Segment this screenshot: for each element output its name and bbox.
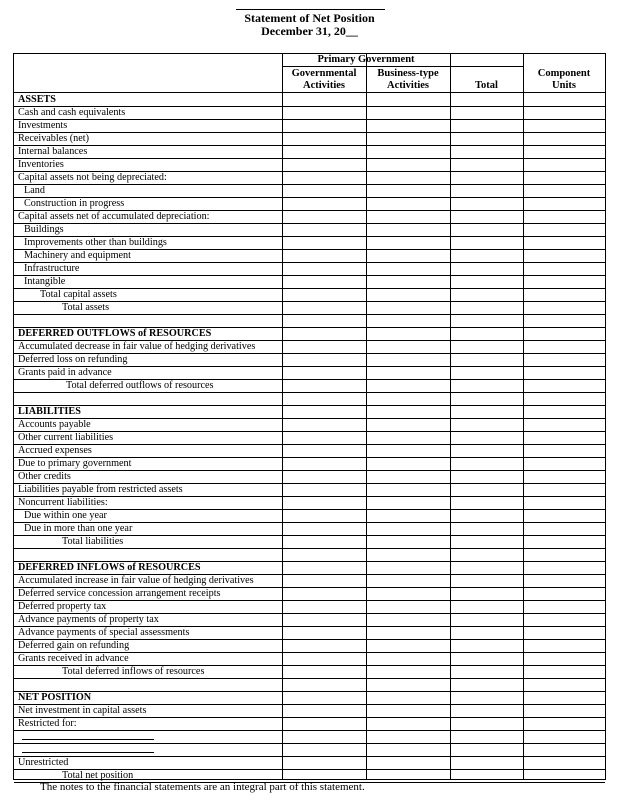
- row-label: Machinery and equipment: [24, 250, 131, 261]
- table-row: [14, 366, 605, 379]
- row-label: Deferred gain on refunding: [18, 640, 130, 651]
- table-row: [14, 652, 605, 665]
- table-row: [14, 613, 605, 626]
- table-row: [14, 392, 605, 405]
- table-row: [14, 314, 605, 327]
- table-row: [14, 171, 605, 184]
- table-row: [14, 600, 605, 613]
- table-row: [14, 483, 605, 496]
- header-total: Total: [475, 80, 498, 91]
- table-row: [14, 405, 605, 418]
- row-label: NET POSITION: [18, 692, 92, 703]
- table-row: [14, 223, 605, 236]
- row-label: Capital assets not being depreciated:: [18, 172, 167, 183]
- statement-title: Statement of Net Position: [244, 11, 375, 25]
- row-label: Due within one year: [24, 510, 107, 521]
- table-row: [14, 119, 605, 132]
- table-row: [14, 509, 605, 522]
- row-label: Total net position: [62, 770, 134, 781]
- row-label: Grants received in advance: [18, 653, 129, 664]
- row-label: Accumulated increase in fair value of hedging derivatives: [18, 575, 254, 586]
- fill-in-line: [22, 739, 154, 740]
- row-label: Receivables (net): [18, 133, 89, 144]
- statement-date: December 31, 20__: [261, 24, 358, 38]
- row-label: Due in more than one year: [24, 523, 133, 534]
- row-label: Advance payments of special assessments: [18, 627, 190, 638]
- header-governmental: Governmental Activities: [291, 68, 357, 91]
- table-row: [14, 158, 605, 171]
- table-row: [14, 704, 605, 717]
- table-row: [14, 288, 605, 301]
- table-row: [14, 197, 605, 210]
- table-row: [14, 743, 605, 756]
- row-label: Inventories: [18, 159, 64, 170]
- header-component-units: Component Units: [537, 68, 591, 91]
- table-row: [14, 470, 605, 483]
- table-row: [14, 340, 605, 353]
- table-row: [14, 522, 605, 535]
- table-row: [14, 730, 605, 743]
- table-row: [14, 431, 605, 444]
- row-label: Accrued expenses: [18, 445, 92, 456]
- row-label: Improvements other than buildings: [24, 237, 167, 248]
- row-label: Unrestricted: [18, 757, 69, 768]
- row-label: Total liabilities: [62, 536, 124, 547]
- row-label: Restricted for:: [18, 718, 77, 729]
- row-label: Internal balances: [18, 146, 88, 157]
- table-row: [14, 93, 605, 106]
- row-label: Investments: [18, 120, 68, 131]
- row-label: DEFERRED OUTFLOWS of RESOURCES: [18, 328, 212, 339]
- row-label: DEFERRED INFLOWS of RESOURCES: [18, 562, 201, 573]
- row-label: Total capital assets: [40, 289, 117, 300]
- row-label: Deferred property tax: [18, 601, 107, 612]
- row-label: Other credits: [18, 471, 71, 482]
- table-row: [14, 132, 605, 145]
- table-row: [14, 444, 605, 457]
- statement-table: [13, 53, 606, 780]
- table-row: [14, 665, 605, 678]
- row-label: Total deferred outflows of resources: [66, 380, 214, 391]
- row-label: Total deferred inflows of resources: [62, 666, 205, 677]
- table-row: [14, 678, 605, 691]
- table-row: [14, 301, 605, 314]
- row-label: Land: [24, 185, 45, 196]
- row-label: Construction in progress: [24, 198, 125, 209]
- row-label: Capital assets net of accumulated depreciation:: [18, 211, 210, 222]
- table-row: [14, 548, 605, 561]
- row-label: Noncurrent liabilities:: [18, 497, 108, 508]
- title-rule: [236, 9, 385, 10]
- table-row: [14, 275, 605, 288]
- table-row: [14, 353, 605, 366]
- table-row: [14, 249, 605, 262]
- row-label: Accumulated decrease in fair value of hedging derivatives: [18, 341, 256, 352]
- row-label: Infrastructure: [24, 263, 80, 274]
- row-label: Deferred service concession arrangement receipts: [18, 588, 221, 599]
- row-label: Net investment in capital assets: [18, 705, 147, 716]
- table-row: [14, 106, 605, 119]
- table-row: [14, 691, 605, 704]
- row-label: LIABILITIES: [18, 406, 81, 417]
- table-row: [14, 561, 605, 574]
- header-business-type: Business-type Activities: [377, 68, 439, 91]
- table-row: [14, 236, 605, 249]
- footnote: The notes to the financial statements are an integral part of this statement.: [40, 781, 365, 793]
- row-label: Other current liabilities: [18, 432, 114, 443]
- row-label: Liabilities payable from restricted assets: [18, 484, 183, 495]
- table-row: [14, 626, 605, 639]
- row-label: Advance payments of property tax: [18, 614, 159, 625]
- table-row: [14, 418, 605, 431]
- fill-in-line: [22, 752, 154, 753]
- table-row: [14, 262, 605, 275]
- header-primary-government: Primary Government: [317, 54, 415, 65]
- row-label: Deferred loss on refunding: [18, 354, 128, 365]
- row-label: Buildings: [24, 224, 64, 235]
- row-label: Grants paid in advance: [18, 367, 112, 378]
- table-row: [14, 379, 605, 392]
- table-row: [14, 717, 605, 730]
- table-row: [14, 184, 605, 197]
- table-row: [14, 210, 605, 223]
- table-row: [14, 587, 605, 600]
- table-row: [14, 496, 605, 509]
- table-row: [14, 574, 605, 587]
- row-label: Total assets: [62, 302, 110, 313]
- table-row: [14, 145, 605, 158]
- table-row: [14, 457, 605, 470]
- row-label: Accounts payable: [18, 419, 91, 430]
- table-row: [14, 756, 605, 769]
- row-label: Due to primary government: [18, 458, 132, 469]
- row-label: Cash and cash equivalents: [18, 107, 126, 118]
- row-label: Intangible: [24, 276, 66, 287]
- table-row: [14, 327, 605, 340]
- table-row: [14, 639, 605, 652]
- table-row: [14, 535, 605, 548]
- row-label: ASSETS: [18, 94, 56, 105]
- group-underline: [282, 66, 523, 67]
